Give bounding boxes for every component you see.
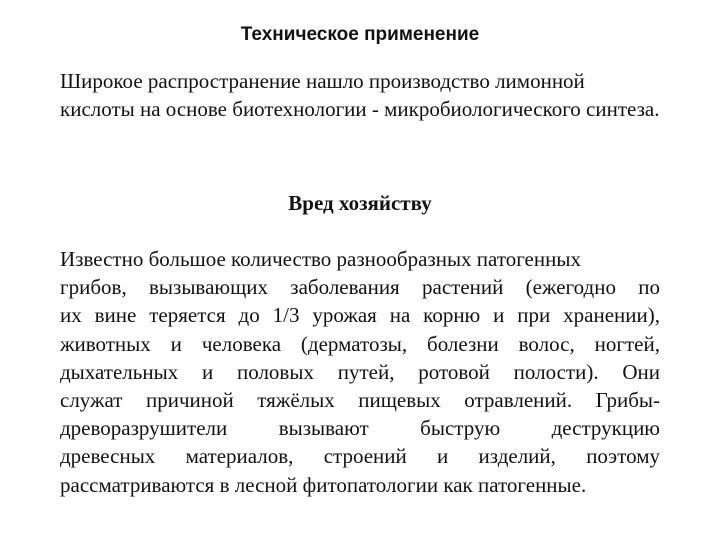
paragraph-line: служат причиной тяжёлых пищевых отравлений. Грибы- bbox=[60, 387, 660, 412]
paragraph-line: животных и человека (дерматозы, болезни волос, ногтей, bbox=[60, 331, 660, 356]
paragraph-line: рассматриваются в лесной фитопатологии как патогенные. bbox=[60, 472, 587, 497]
paragraph-line: дыхательных и половых путей, ротовой полости). Они bbox=[60, 359, 660, 384]
paragraph-technical-application: Широкое распространение нашло производство лимонной кислоты на основе биотехнологии - микробиологического синтеза. bbox=[60, 69, 660, 121]
paragraph-line: Известно большое количество разнообразных патогенных bbox=[60, 247, 581, 271]
paragraph-line: грибов, вызывающих заболевания растений (ежегодно по bbox=[60, 275, 660, 300]
paragraph-line: древоразрушители вызывают быструю деструкцию bbox=[60, 416, 660, 441]
paragraph-harm bbox=[60, 245, 660, 499]
section-subtitle: Вред хозяйству bbox=[288, 191, 432, 215]
slide-title: Техническое применение bbox=[240, 24, 480, 45]
paragraph-line: их вине теряется до 1/3 урожая на корню и при хранении), bbox=[60, 303, 660, 328]
paragraph-line: древесных материалов, строений и изделий, поэтому bbox=[60, 444, 660, 469]
